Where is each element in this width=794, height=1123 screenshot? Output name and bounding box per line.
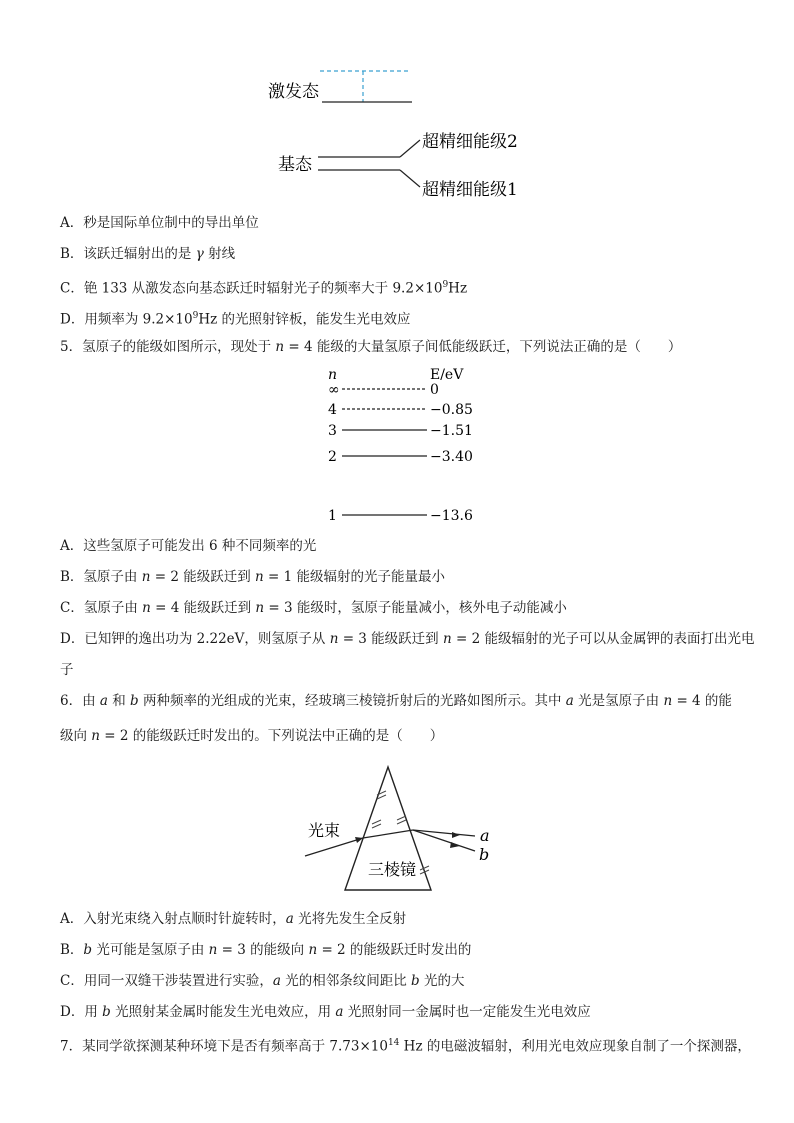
q5-stem <box>60 338 681 356</box>
q4-option-b <box>60 245 235 263</box>
n-symbol: n <box>442 631 452 647</box>
hydrogen-energy-level-diagram <box>320 362 490 527</box>
a-symbol: a <box>99 693 108 709</box>
q6-stem-line2 <box>60 727 443 745</box>
q5-stem-text: 5．氢原子的能级如图所示，现处于 <box>60 339 276 355</box>
incident-beam <box>305 838 363 856</box>
level-4-n: 1 <box>328 508 337 524</box>
ground-label: 基态 <box>278 155 312 175</box>
a-symbol: a <box>565 693 574 709</box>
gamma-symbol: γ <box>195 246 204 262</box>
q7-stem <box>60 1034 751 1056</box>
q4-b-text: B．该跃迁辐射出的是 <box>60 246 196 262</box>
n-symbol: n <box>308 942 318 958</box>
q6-text: 光是氢原子由 <box>573 693 664 709</box>
q5-b-text-end: = 1 能级辐射的光子能量最小 <box>263 569 445 585</box>
q7-text-end: Hz 的电磁波辐射，利用光电效应现象自制了一个探测器， <box>399 1038 751 1055</box>
level-4-energy: −13.6 <box>430 508 473 524</box>
level-3-n: 2 <box>328 449 337 465</box>
q4-d-exponent: 9 <box>192 311 199 321</box>
q6-d-text: 光照射某金属时能发生光电效应，用 <box>110 1004 336 1020</box>
excited-label: 激发态 <box>268 82 319 102</box>
q6-c-text: 光的相邻条纹间距比 <box>280 973 411 989</box>
hf2-pointer <box>400 140 420 157</box>
q6-d-text: D．用 <box>60 1004 103 1020</box>
a-symbol: a <box>335 1004 344 1020</box>
hf1-label: 超精细能级1 <box>422 180 518 200</box>
prism-diagram <box>300 762 500 902</box>
beam-label: 光束 <box>308 821 341 840</box>
q5-d-text-mid: = 3 能级跃迁到 <box>338 631 443 647</box>
n-symbol: n <box>141 569 151 585</box>
q6-text: 6．由 <box>60 693 100 709</box>
q6-c-text: C．用同一双缝干涉装置进行实验， <box>60 973 273 989</box>
n-axis-label: n <box>328 367 338 383</box>
q4-c-exponent: 9 <box>442 280 449 290</box>
level-3-energy: −3.40 <box>430 449 473 465</box>
q4-c-text: C．铯 133 从激发态向基态跃迁时辐射光子的频率大于 9.2×10 <box>60 280 443 297</box>
q6-c-text-end: 光的大 <box>419 973 465 989</box>
q5-option-d <box>60 630 754 648</box>
q6-b-text: = 3 的能级向 <box>217 942 309 958</box>
q6-option-d <box>60 1003 591 1021</box>
q5-d-text: D．已知钾的逸出功为 2.22eV，则氢原子从 <box>60 631 330 647</box>
q5-b-text: B．氢原子由 <box>60 569 142 585</box>
q6-b-text-end: = 2 的能级跃迁时发出的 <box>317 942 472 958</box>
n-symbol: n <box>275 339 285 355</box>
level-2-n: 3 <box>328 423 337 439</box>
q4-option-c <box>60 276 467 298</box>
n-symbol: n <box>329 631 339 647</box>
q4-option-d <box>60 307 411 329</box>
q6-a-text: A．入射光束绕入射点顺时针旋转时， <box>60 911 286 927</box>
q6-a-text-end: 光将先发生全反射 <box>293 911 407 927</box>
q5-option-a: A．这些氢原子可能发出 6 种不同频率的光 <box>60 538 317 554</box>
q6-text: = 2 的能级跃迁时发出的。下列说法中正确的是（ ） <box>100 728 444 744</box>
hf2-label: 超精细能级2 <box>422 132 518 152</box>
n-symbol: n <box>255 600 265 616</box>
q6-stem-line1 <box>60 692 732 710</box>
level-0-energy: 0 <box>430 382 439 398</box>
level-2-energy: −1.51 <box>430 423 473 439</box>
q6-b-text: 光可能是氢原子由 <box>92 942 209 958</box>
q7-text: 7．某同学欲探测某种环境下是否有频率高于 7.73×10 <box>60 1038 388 1055</box>
energy-axis-label: E/eV <box>430 367 464 383</box>
level-0-n: ∞ <box>328 382 340 398</box>
refracted-beam <box>363 830 413 838</box>
q5-stem-text-end: = 4 能级的大量氢原子间低能级跃迁，下列说法正确的是（ ） <box>284 339 682 355</box>
n-symbol: n <box>208 942 218 958</box>
n-symbol: n <box>91 728 100 744</box>
q6-text: = 4 的能 <box>672 693 732 709</box>
q5-option-c <box>60 599 567 617</box>
q6-option-a <box>60 910 406 928</box>
a-symbol: a <box>272 973 281 989</box>
n-symbol: n <box>142 600 151 616</box>
q4-d-text: D．用频率为 9.2×10 <box>60 311 193 328</box>
q4-b-text-end: 射线 <box>203 246 236 262</box>
n-symbol: n <box>255 569 264 585</box>
b-symbol: b <box>83 942 93 958</box>
q5-c-text: C．氢原子由 <box>60 600 143 616</box>
q6-text: 级向 <box>60 728 92 744</box>
ray-b-label: b <box>479 845 490 864</box>
q5-d-text-end: = 2 能级辐射的光子可以从金属钾的表面打出光电 <box>451 631 755 647</box>
q6-option-b <box>60 941 471 959</box>
ray-a-label: a <box>480 826 490 845</box>
q5-c-text-end: = 3 能级时，氢原子能量减小，核外电子动能减小 <box>264 600 567 616</box>
prism-label: 三棱镜 <box>368 860 417 879</box>
q4-c-unit: Hz <box>448 280 468 297</box>
q5-c-text-mid: = 4 能级跃迁到 <box>150 600 256 616</box>
q5-b-text-mid: = 2 能级跃迁到 <box>150 569 255 585</box>
b-symbol: b <box>102 1004 111 1020</box>
ray-a-arrow-icon <box>452 832 460 838</box>
q7-exponent: 14 <box>387 1038 400 1048</box>
q6-option-c <box>60 972 464 990</box>
a-symbol: a <box>285 911 294 927</box>
q6-text: 和 <box>107 693 131 709</box>
q6-d-text-end: 光照射同一金属时也一定能发生光电效应 <box>343 1004 591 1020</box>
b-symbol: b <box>411 973 420 989</box>
hf1-pointer <box>400 170 420 187</box>
q6-text: 两种频率的光组成的光束，经玻璃三棱镜折射后的光路如图所示。其中 <box>138 693 566 709</box>
level-1-energy: −0.85 <box>430 402 473 418</box>
q4-d-text-end: Hz 的光照射锌板，能发生光电效应 <box>198 311 411 328</box>
q5-option-d-wrap: 子 <box>60 662 74 678</box>
b-symbol: b <box>130 693 139 709</box>
n-symbol: n <box>663 693 673 709</box>
q4-option-a: A．秒是国际单位制中的导出单位 <box>60 215 259 231</box>
q6-b-text: B． <box>60 942 84 958</box>
hyperfine-level-diagram <box>260 60 540 210</box>
level-1-n: 4 <box>328 402 337 418</box>
q5-option-b <box>60 568 445 586</box>
